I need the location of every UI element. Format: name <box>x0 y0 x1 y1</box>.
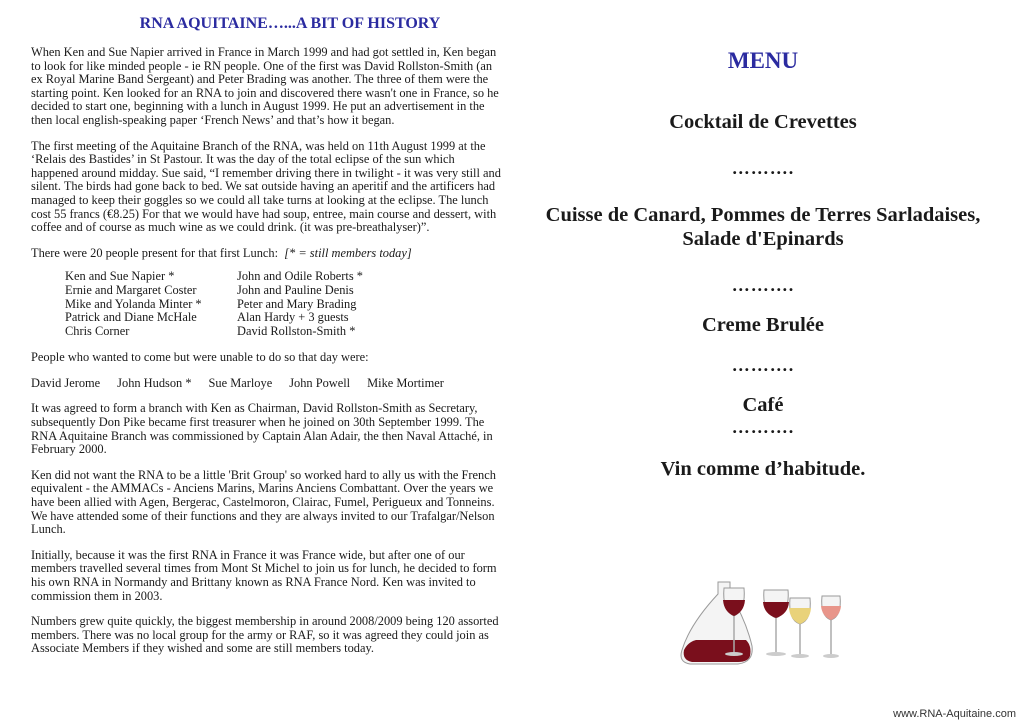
menu-title: MENU <box>727 48 799 73</box>
history-paragraph-1: When Ken and Sue Napier arrived in France in March 1999 and had got settled in, Ken began to look for like minded people - ie RN people. One of the first was David Rollston-Smith (an ex Royal Marine Band Sergeant) and Peter Brading was another. The three of them were the starting point. Ken looked for an RNA to join and discovered there wasn't one in France, so he decided to start one, beginning with a lunch in August 1999. He put an advertisement in the then local english-speaking paper ‘French News’ and that’s how it began. <box>31 45 499 127</box>
menu-separator: ………. <box>731 417 795 437</box>
history-column <box>31 14 505 668</box>
site-url: www.RNA-Aquitaine.com <box>893 708 1016 720</box>
attendee: Ernie and Margaret Coster <box>65 282 197 297</box>
red-wine-glass-icon <box>763 590 789 656</box>
attendee: John and Odile Roberts * <box>237 269 363 284</box>
menu-course-main-line1: Cuisse de Canard, Pommes de Terres Sarladaises, <box>545 204 981 226</box>
absentee: Sue Marloye <box>208 375 273 390</box>
menu-course-starter: Cocktail de Crevettes <box>669 111 857 133</box>
history-paragraph-5: It was agreed to form a branch with Ken as Chairman, David Rollston-Smith as Secretary, subsequently Don Pike became first treasurer when he joined on 30th September 1999. The RNA Aquitaine Branch was commissioned by Captain Alan Adair, the then Naval Attaché, in February 2000. <box>31 401 493 457</box>
attendance-intro <box>31 247 505 261</box>
absentee-list <box>31 377 505 391</box>
attendee: John and Pauline Denis <box>237 282 354 297</box>
history-title: RNA AQUITAINE…...A BIT OF HISTORY <box>139 15 441 32</box>
attendee: Chris Corner <box>65 323 130 338</box>
attendee: Ken and Sue Napier * <box>65 269 175 284</box>
attendee: Patrick and Diane McHale <box>65 310 197 325</box>
attendee: Peter and Mary Brading <box>237 296 357 311</box>
attendee-list <box>65 270 505 338</box>
menu-separator: ………. <box>731 158 795 178</box>
rose-wine-glass-icon <box>821 596 841 658</box>
menu-separator: ………. <box>731 355 795 375</box>
absentee: Mike Mortimer <box>367 375 444 390</box>
absentee: John Hudson * <box>117 375 192 390</box>
white-wine-glass-icon <box>789 598 811 658</box>
menu-course-wine: Vin comme d’habitude. <box>660 458 866 480</box>
wine-glasses-image <box>676 580 846 670</box>
attendee: Alan Hardy + 3 guests <box>237 310 349 325</box>
menu-course-main-line2: Salade d'Epinards <box>682 228 844 250</box>
history-paragraph-6: Ken did not want the RNA to be a little 'Brit Group' so worked hard to ally us with the French equivalent - the AMMACs - Anciens Marins, Marins Anciens Combattant. Over the years we have been allied with Agen, Bergerac, Castelmoron, Clairac, Fumel, Perigueux and Tonneins. We have attended some of their functions and they are always invited to our Trafalgar/Nelson Lunch. <box>31 467 496 537</box>
history-paragraph-8: Numbers grew quite quickly, the biggest membership in around 2008/2009 being 120 assorted members. There was no local group for the army or RAF, so it was agreed they could join as Associate Members if they wished and some are still members today. <box>31 614 499 656</box>
menu-separator: ………. <box>731 275 795 295</box>
absentee: David Jerome <box>31 375 101 390</box>
attendance-note: [* = still members today] <box>284 245 412 260</box>
menu-course-dessert: Creme Brulée <box>702 314 824 336</box>
attendee: Mike and Yolanda Minter * <box>65 296 202 311</box>
attendee: David Rollston-Smith * <box>237 323 356 338</box>
menu-column <box>516 44 1010 481</box>
menu-course-coffee: Café <box>742 394 784 416</box>
history-paragraph-2: The first meeting of the Aquitaine Branch of the RNA, was held on 11th August 1999 at the ‘Relais des Bastides’ in St Pastour. It was the day of the total eclipse of the sun which happened around midday. Sue said, “I remember driving there in twilight - it was very still and silent. The birds had gone back to bed. We sat outside having an aperitif and the artificers had managed to keep their goggles so we could all take turns at looking at the eclipse. The lunch cost 55 francs (€8.25) For that we would have had soup, entree, main course and dessert, with coffee and of course as much wine as we could drink. (it was pre-breathalyser)”. <box>31 138 501 235</box>
absentee: John Powell <box>289 375 351 390</box>
history-paragraph-7: Initially, because it was the first RNA in France it was France wide, but after one of our members travelled several times from Mont St Michel to join us for lunch, he decided to form his own RNA in Normandy and Brittany known as RNA France Nord. Ken was invited to commission them in 2003. <box>31 547 497 603</box>
attendance-intro-text: There were 20 people present for that first Lunch: <box>31 245 279 260</box>
absentees-intro: People who wanted to come but were unable to do so that day were: <box>31 350 369 365</box>
